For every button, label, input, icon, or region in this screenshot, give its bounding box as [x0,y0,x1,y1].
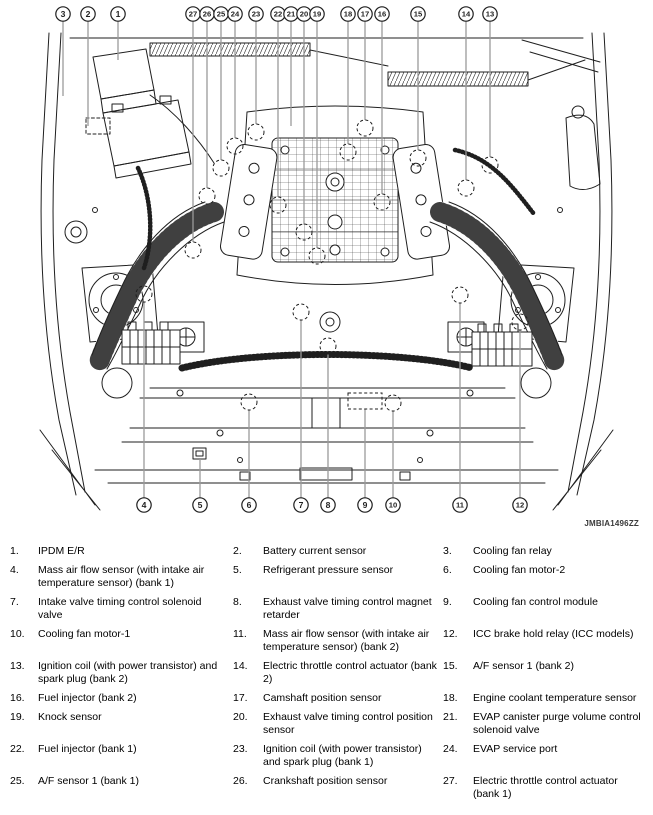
legend-item-label: ICC brake hold relay (ICC models) [473,628,634,640]
legend-item-label: Cooling fan control module [473,596,598,608]
callout-11 [452,287,468,512]
callout-number: 7 [298,500,304,510]
callout-number: 20 [299,9,309,19]
legend-item-number: 3. [443,545,452,557]
component-marker [248,124,264,140]
engine-bay-art [40,33,613,510]
component-marker [458,180,474,196]
legend-item-number: 8. [233,596,242,608]
callout-number: 2 [85,9,91,19]
legend-item-label: Fuel injector (bank 2) [38,692,137,704]
callout-9 [348,393,382,512]
callout-number: 19 [312,9,322,19]
callout-18 [340,7,356,160]
callout-17 [357,7,373,136]
callout-number: 15 [413,9,423,19]
callout-13 [482,7,498,173]
legend-item-number: 4. [10,564,19,576]
callout-8 [320,338,336,512]
legend-item-label: Ignition coil (with power transistor) and spark plug (bank 2) [38,660,218,685]
legend-item-label: Electric throttle control actuator (bank 2) [263,660,437,685]
legend-item-number: 11. [233,628,247,640]
callout-number: 13 [485,9,495,19]
component-marker [185,242,201,258]
legend-item-label: Intake valve timing control solenoid valve [38,596,202,621]
component-marker [385,395,401,411]
callout-6 [241,394,257,512]
callout-number: 9 [362,500,368,510]
legend-item-label: EVAP service port [473,743,558,755]
legend-item-label: Crankshaft position sensor [263,775,388,787]
legend-item-number: 27. [443,775,458,787]
legend-item-number: 23. [233,743,248,755]
callout-number: 6 [246,500,252,510]
callout-number: 10 [388,500,398,510]
callout-number: 18 [343,9,353,19]
legend-item-number: 24. [443,743,458,755]
callout-24 [227,7,243,154]
legend-item-number: 14. [233,660,248,672]
legend-item-number: 9. [443,596,452,608]
callout-number: 3 [60,9,66,19]
legend-item-label: IPDM E/R [38,545,85,557]
legend-item-number: 7. [10,596,19,608]
legend-item-number: 20. [233,711,248,723]
component-marker [199,188,215,204]
legend-item-number: 15. [443,660,458,672]
callout-number: 27 [188,9,198,19]
callout-number: 14 [461,9,471,19]
legend-item-label: Battery current sensor [263,545,367,557]
ipdm-battery [86,49,214,178]
hood-outline [40,33,613,510]
callout-14 [458,7,474,196]
component-marker [348,393,382,409]
legend-item-label: Exhaust valve timing control position sensor [263,711,433,736]
legend-item-label: EVAP canister purge volume control solenoid valve [473,711,641,736]
legend-item-number: 2. [233,545,242,557]
legend-item-number: 1. [10,545,19,557]
callout-number: 23 [251,9,261,19]
legend-item-label: A/F sensor 1 (bank 2) [473,660,574,672]
legend-item-label: Exhaust valve timing control magnet retarder [263,596,432,621]
callout-number: 22 [273,9,283,19]
callout-number: 4 [141,500,147,510]
component-marker [293,304,309,320]
component-marker [213,160,229,176]
legend-item-number: 12. [443,628,458,640]
legend-item-number: 16. [10,692,25,704]
legend-item-label: Electric throttle control actuator (bank 1) [473,775,618,800]
legend-item-label: Refrigerant pressure sensor [263,564,394,576]
legend-item-label: Engine coolant temperature sensor [473,692,637,704]
component-marker [452,287,468,303]
relay-box-left [122,322,180,364]
callout-10 [385,395,401,512]
legend-item-number: 18. [443,692,458,704]
callout-number: 8 [325,500,331,510]
component-marker [241,394,257,410]
callout-25 [213,7,229,176]
callout-4 [136,286,152,512]
legend-item-number: 6. [443,564,452,576]
cam-cover-left [219,143,278,260]
callout-number: 16 [377,9,387,19]
cowl-grille [150,43,585,86]
legend-item-label: Cooling fan motor-1 [38,628,131,640]
legend-item-label: Cooling fan motor-2 [473,564,566,576]
legend-item-label: Fuel injector (bank 1) [38,743,137,755]
callout-7 [293,304,309,512]
callout-23 [248,7,264,140]
legend-item-label: A/F sensor 1 (bank 1) [38,775,139,787]
legend-item-label: Cooling fan relay [473,545,552,557]
callout-number: 1 [115,9,121,19]
callout-number: 25 [216,9,226,19]
legend-item-number: 22. [10,743,25,755]
legend-item-label: Mass air flow sensor (with intake air temperature sensor) (bank 2) [263,628,430,653]
legend-item-label: Camshaft position sensor [263,692,382,704]
legend-item-label: Mass air flow sensor (with intake air temperature sensor) (bank 1) [38,564,205,589]
figure-code: JMBIA1496ZZ [584,519,639,528]
component-marker [357,120,373,136]
legend-item-number: 10. [10,628,25,640]
legend-item-number: 5. [233,564,242,576]
callout-number: 26 [202,9,212,19]
callout-number: 17 [360,9,370,19]
legend-item-number: 13. [10,660,25,672]
legend-item-number: 21. [443,711,458,723]
callout-number: 11 [455,500,465,510]
front-rail [95,448,558,483]
legend-grid [0,540,653,801]
relay-box-right [472,324,532,366]
callout-number: 5 [197,500,203,510]
callout-5 [193,459,207,512]
legend-item-label: Knock sensor [38,711,102,723]
callout-2 [81,7,95,126]
callout-26 [199,7,215,204]
legend-item-number: 25. [10,775,25,787]
callout-number: 21 [286,9,296,19]
callout-number: 24 [230,9,240,19]
legend-item-number: 17. [233,692,248,704]
legend-item-label: Ignition coil (with power transistor) and spark plug (bank 1) [263,743,422,768]
legend-item-number: 19. [10,711,25,723]
callout-number: 12 [515,500,525,510]
legend-item-number: 26. [233,775,248,787]
